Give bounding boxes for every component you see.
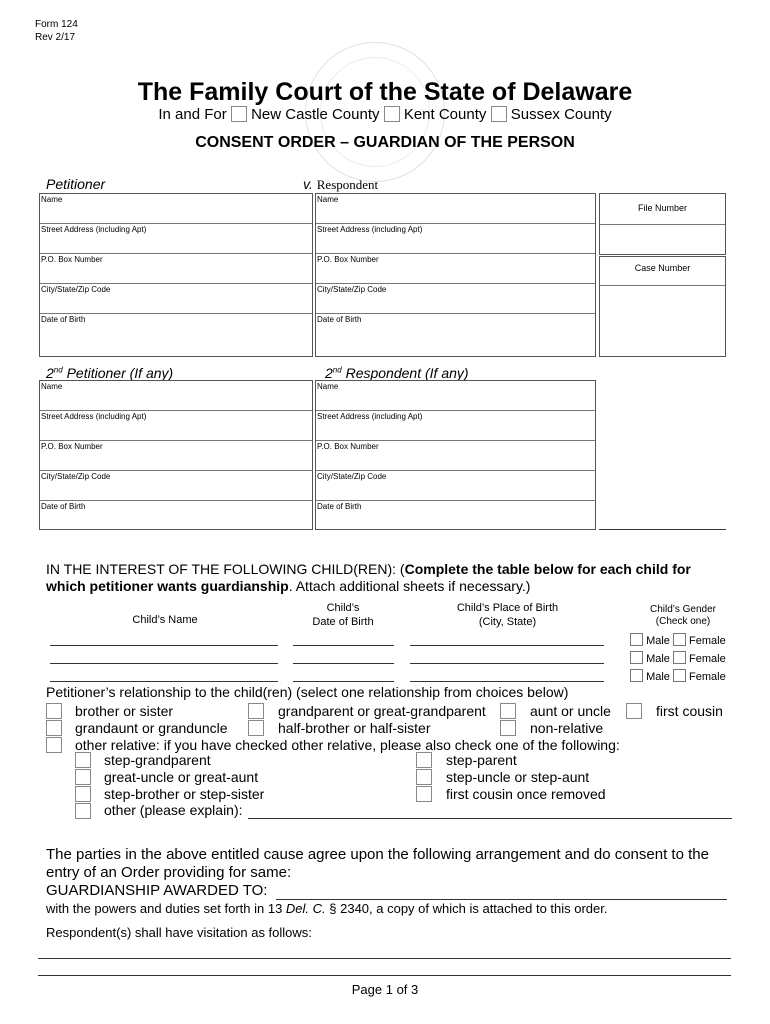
step-sibling-label: step-brother or step-sister	[104, 786, 265, 802]
step-grandparent-checkbox[interactable]	[75, 752, 91, 768]
file-number-box	[599, 193, 726, 255]
step-uncle-checkbox[interactable]	[416, 769, 432, 785]
respondent-name-field[interactable]: Name	[316, 194, 595, 224]
respondent-street-field[interactable]: Street Address (including Apt)	[316, 224, 595, 254]
step-sibling-checkbox[interactable]	[75, 786, 91, 802]
petitioner2-name-field[interactable]: Name	[40, 381, 312, 411]
child3-gender: Male Female	[630, 669, 726, 683]
step-uncle-label: step-uncle or step-aunt	[446, 769, 590, 785]
file-number-field[interactable]	[600, 224, 725, 225]
child3-female-checkbox[interactable]	[673, 669, 686, 682]
respondent2-dob-field[interactable]: Date of Birth	[317, 502, 362, 511]
petitioner-street-field[interactable]: Street Address (including Apt)	[40, 224, 312, 254]
petitioner-dob-field[interactable]: Date of Birth	[41, 315, 86, 324]
child1-dob-field[interactable]	[293, 645, 394, 646]
child2-male-checkbox[interactable]	[630, 651, 643, 664]
file-number-label: File Number	[637, 203, 687, 213]
extra-signature-line[interactable]	[599, 529, 726, 530]
child2-pob-field[interactable]	[410, 663, 604, 664]
col-child-dob: Child’s Date of Birth	[312, 602, 374, 628]
petitioner-label: Petitioner	[46, 176, 106, 192]
visitation-field-1[interactable]	[38, 958, 731, 959]
child3-male-checkbox[interactable]	[630, 669, 643, 682]
great-uncle-checkbox[interactable]	[75, 769, 91, 785]
non-relative-checkbox[interactable]	[500, 720, 516, 736]
respondent-label: v. Respondent	[303, 176, 379, 192]
visitation-label: Respondent(s) shall have visitation as follows:	[46, 925, 312, 940]
brother-sister-checkbox[interactable]	[46, 703, 62, 719]
petitioner2-city-field[interactable]: City/State/Zip Code	[40, 471, 312, 501]
respondent2-box	[315, 380, 596, 530]
child1-pob-field[interactable]	[410, 645, 604, 646]
grandparent-checkbox[interactable]	[248, 703, 264, 719]
kent-checkbox[interactable]	[384, 106, 400, 122]
child3-pob-field[interactable]	[410, 681, 604, 682]
case-number-label: Case Number	[634, 263, 691, 273]
respondent2-label: 2nd Respondent (If any)	[325, 365, 469, 381]
child1-name-field[interactable]	[50, 645, 278, 646]
respondent-dob-field[interactable]: Date of Birth	[317, 315, 362, 324]
col-child-gender: Child’s Gender (Check one)	[650, 604, 716, 627]
respondent-box	[315, 193, 596, 357]
other-relative-label: other relative: if you have checked other relative, please also check one of the following:	[75, 737, 620, 753]
first-cousin-label: first cousin	[656, 703, 723, 719]
case-number-field[interactable]	[600, 285, 725, 286]
half-sibling-label: half-brother or half-sister	[278, 720, 431, 736]
half-sibling-checkbox[interactable]	[248, 720, 264, 736]
child2-dob-field[interactable]	[293, 663, 394, 664]
step-parent-checkbox[interactable]	[416, 752, 432, 768]
sussex-checkbox[interactable]	[491, 106, 507, 122]
other-relative-checkbox[interactable]	[46, 737, 62, 753]
child3-dob-field[interactable]	[293, 681, 394, 682]
petitioner2-pobox-field[interactable]: P.O. Box Number	[40, 441, 312, 471]
children-intro: IN THE INTEREST OF THE FOLLOWING CHILD(REN): (Complete the table below for each child for which petitioner wants guardianship. Attach additional sheets if necessary.)	[46, 561, 691, 594]
child2-gender: Male Female	[630, 651, 726, 665]
petitioner-city-field[interactable]: City/State/Zip Code	[40, 284, 312, 314]
petitioner2-street-field[interactable]: Street Address (including Apt)	[40, 411, 312, 441]
step-grandparent-label: step-grandparent	[104, 752, 211, 768]
great-uncle-label: great-uncle or great-aunt	[104, 769, 259, 785]
non-relative-label: non-relative	[530, 720, 604, 736]
grandaunt-checkbox[interactable]	[46, 720, 62, 736]
other-explain-checkbox[interactable]	[75, 803, 91, 819]
kent-label: Kent County	[403, 106, 487, 123]
petitioner2-label: 2nd Petitioner (If any)	[46, 365, 174, 381]
petitioner-name-field[interactable]: Name	[40, 194, 312, 224]
grandparent-label: grandparent or great-grandparent	[278, 703, 486, 719]
col-child-pob: Child’s Place of Birth (City, State)	[456, 602, 559, 628]
child2-name-field[interactable]	[50, 663, 278, 664]
agreement-text: The parties in the above entitled cause agree upon the following arrangement and do consent to the entry of an Order providing for same:	[46, 846, 709, 881]
respondent2-pobox-field[interactable]: P.O. Box Number	[316, 441, 595, 471]
sussex-label: Sussex County	[510, 106, 612, 123]
in-and-for-label: In and For	[158, 106, 227, 123]
respondent2-street-field[interactable]: Street Address (including Apt)	[316, 411, 595, 441]
case-number-box	[599, 256, 726, 357]
petitioner-pobox-field[interactable]: P.O. Box Number	[40, 254, 312, 284]
petitioner2-box	[39, 380, 313, 530]
col-child-name: Child’s Name	[132, 614, 198, 626]
child1-gender: Male Female	[630, 633, 726, 647]
child1-male-checkbox[interactable]	[630, 633, 643, 646]
powers-text: with the powers and duties set forth in 13 Del. C. § 2340, a copy of which is attached to this order.	[46, 901, 608, 916]
child3-name-field[interactable]	[50, 681, 278, 682]
grandaunt-label: grandaunt or granduncle	[75, 720, 228, 736]
brother-sister-label: brother or sister	[75, 703, 174, 719]
court-title: The Family Court of the State of Delaware	[137, 78, 633, 106]
new-castle-label: New Castle County	[251, 106, 380, 123]
document-title: CONSENT ORDER – GUARDIAN OF THE PERSON	[195, 134, 575, 151]
respondent-city-field[interactable]: City/State/Zip Code	[316, 284, 595, 314]
respondent2-city-field[interactable]: City/State/Zip Code	[316, 471, 595, 501]
aunt-uncle-checkbox[interactable]	[500, 703, 516, 719]
petitioner-box	[39, 193, 313, 357]
respondent-pobox-field[interactable]: P.O. Box Number	[316, 254, 595, 284]
first-cousin-checkbox[interactable]	[626, 703, 642, 719]
form-number: Form 124 Rev 2/17	[35, 19, 78, 43]
first-cousin-removed-label: first cousin once removed	[446, 786, 606, 802]
page-number: Page 1 of 3	[351, 982, 419, 997]
step-parent-label: step-parent	[446, 752, 517, 768]
child1-female-checkbox[interactable]	[673, 633, 686, 646]
child2-female-checkbox[interactable]	[673, 651, 686, 664]
aunt-uncle-label: aunt or uncle	[530, 703, 611, 719]
guardianship-awarded-label: GUARDIANSHIP AWARDED TO:	[46, 882, 268, 899]
respondent2-name-field[interactable]: Name	[316, 381, 595, 411]
guardianship-awarded-field[interactable]	[276, 899, 727, 900]
first-cousin-removed-checkbox[interactable]	[416, 786, 432, 802]
county-selector	[0, 106, 770, 123]
new-castle-checkbox[interactable]	[231, 106, 247, 122]
other-explain-label: other (please explain):	[104, 802, 243, 818]
visitation-field-2[interactable]	[38, 975, 731, 976]
relationship-prompt: Petitioner’s relationship to the child(ren) (select one relationship from choices below)	[46, 684, 569, 700]
petitioner2-dob-field[interactable]: Date of Birth	[41, 502, 86, 511]
other-explain-field[interactable]	[248, 818, 732, 819]
